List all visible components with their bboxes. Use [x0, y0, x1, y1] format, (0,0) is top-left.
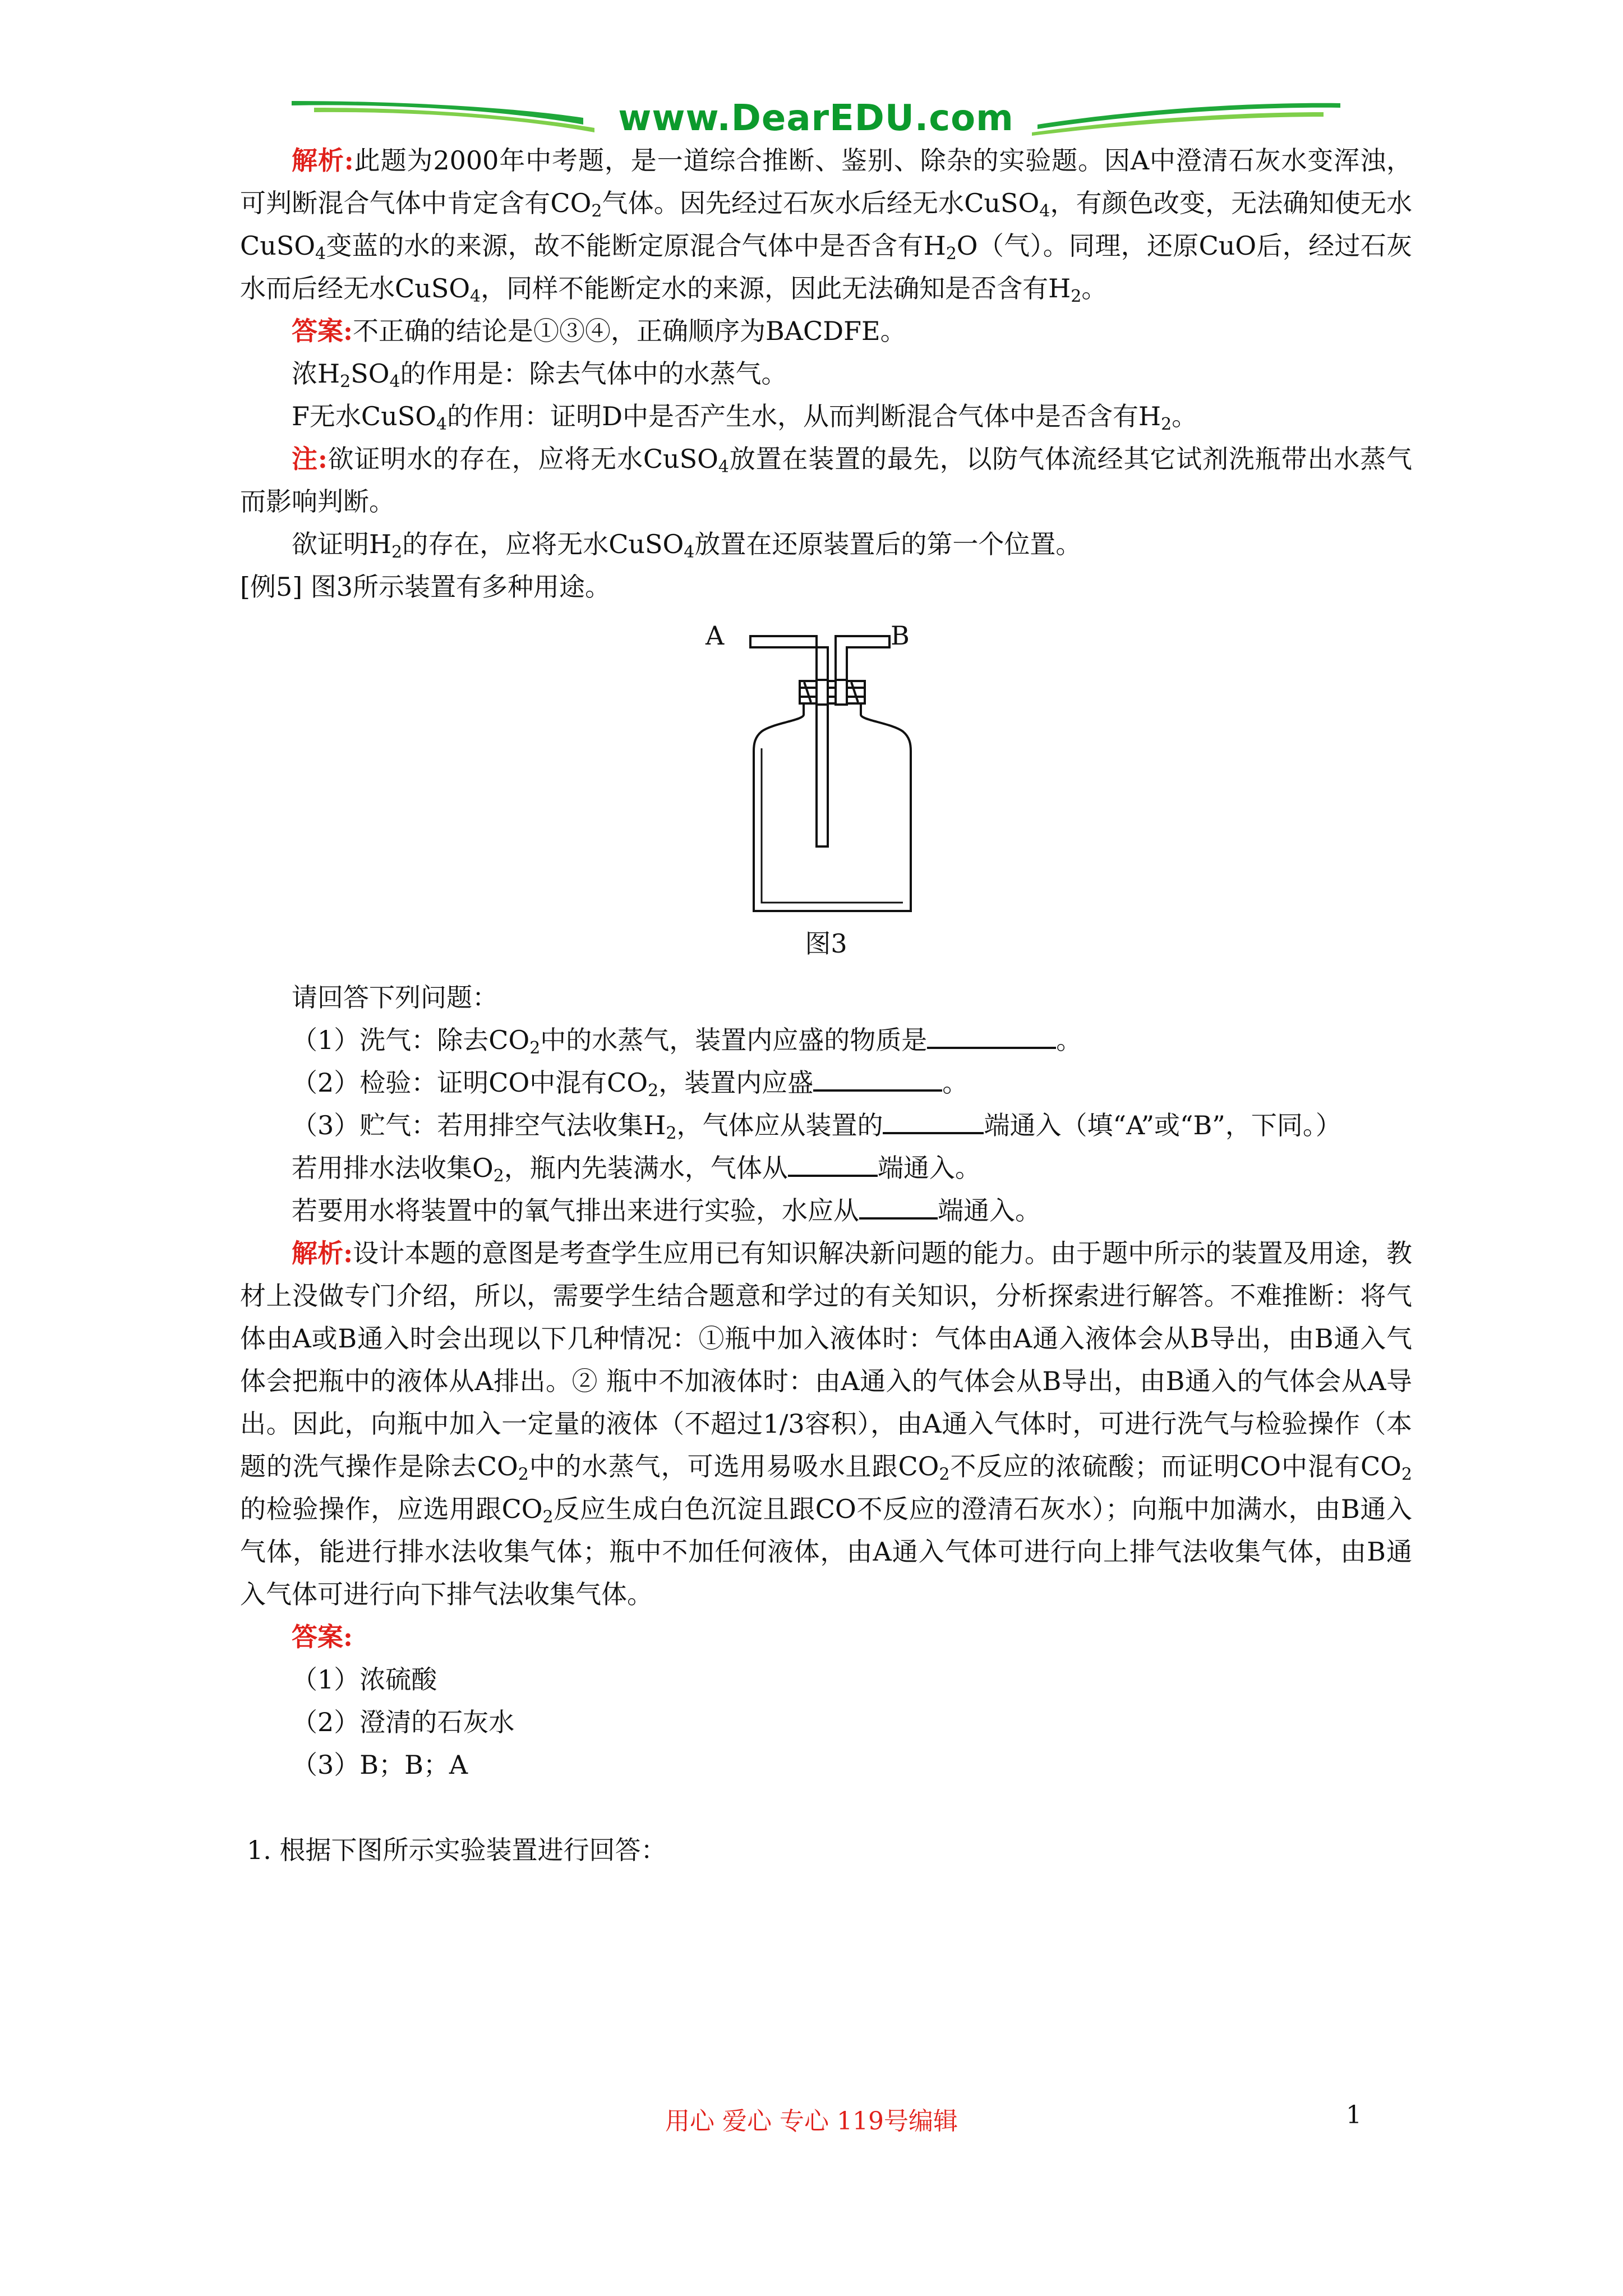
- text: 的检验操作，应选用跟CO: [240, 1494, 543, 1524]
- text: 端通入（填“A”或“B”，下同。）: [984, 1110, 1341, 1140]
- answer-1: （1）浓硫酸: [292, 1664, 437, 1695]
- subscript: 2: [648, 1081, 659, 1101]
- text: SO: [351, 358, 390, 389]
- text: 的作用：证明D中是否产生水，从而判断混合气体中是否含有H: [447, 401, 1161, 431]
- footer-text: 用心 爱心 专心 119号编辑: [665, 2107, 958, 2136]
- text: 。: [942, 1068, 969, 1098]
- subscript: 2: [391, 542, 403, 562]
- subscript: 2: [946, 244, 957, 264]
- subscript: 4: [315, 244, 326, 264]
- text: ，装置内应盛: [658, 1068, 814, 1098]
- h2-note: [240, 523, 1412, 565]
- bottle-outline: [754, 703, 911, 911]
- figure-caption: 图3: [805, 928, 847, 959]
- answer-blank[interactable]: [813, 1067, 942, 1092]
- subscript: 4: [436, 415, 448, 434]
- analysis-label: 解析:: [292, 145, 354, 176]
- text: ，有颜色改变，无法确知使无水CuSO: [240, 188, 1412, 261]
- subscript: 2: [1071, 287, 1082, 306]
- question-3: [240, 1104, 1412, 1147]
- text: 。: [1081, 273, 1108, 303]
- text: 此题为2000年中考题，是一道综合推断、鉴别、除杂的实验题。因A中澄清石灰水变浑浊，可判断混合气体中肯定含有CO: [240, 145, 1412, 218]
- text: 设计本题的意图是考查学生应用已有知识解决新问题的能力。由于题中所示的装置及用途，教材上没做专门介绍，所以，需要学生结合题意和学过的有关知识，分析探索进行解答。不难推断：将气体由A或B通入时会出现以下几种情况：①瓶中加入液体时：气体由A通入液体会从B导出，由B通入气体会把瓶中的液体从A排出。② 瓶中不加液体时：由A通入的气体会从B导出，由B通入的气体会从A导出。因此，向瓶中加入一定量的液体（不超过1/3容积），由A通入气体时，可进行洗气与检验操作（本题的洗气操作是除去CO: [240, 1238, 1413, 1481]
- document-body: [240, 139, 1412, 1871]
- subscript: 2: [518, 1465, 529, 1484]
- analysis-paragraph-2: [240, 1232, 1412, 1616]
- subscript: 2: [493, 1166, 504, 1186]
- text: （3）贮气：若用排空气法收集H: [292, 1110, 666, 1140]
- text: 欲证明水的存在，应将无水CuSO: [327, 444, 718, 474]
- subscript: 2: [1401, 1465, 1412, 1484]
- text: O（气）。同理，还原CuO后，经过石灰水而后经无水CuSO: [240, 231, 1412, 303]
- question-3c: [240, 1189, 1412, 1232]
- subscript: 2: [340, 372, 351, 392]
- text: 变蓝的水的来源，故不能断定原混合气体中是否含有H: [326, 231, 946, 261]
- text: 的作用是：除去气体中的水蒸气。: [400, 358, 787, 389]
- text: 欲证明H: [292, 529, 392, 559]
- answer-blank[interactable]: [859, 1195, 938, 1220]
- subscript: 4: [389, 372, 400, 392]
- text: 气体。因先经过石灰水后经无水CuSO: [602, 188, 1040, 218]
- question-prompt: 请回答下列问题：: [292, 982, 498, 1013]
- text: 端通入。: [877, 1153, 981, 1183]
- text: 中的水蒸气，可选用易吸水且跟CO: [528, 1451, 939, 1481]
- answer-label: 答案:: [292, 1622, 353, 1652]
- analysis-label: 解析:: [292, 1238, 353, 1268]
- note-label: 注:: [292, 444, 328, 474]
- text: 浓H: [292, 358, 340, 389]
- text: （2）检验：证明CO中混有CO: [292, 1068, 648, 1098]
- question-1-heading: 1. 根据下图所示实验装置进行回答：: [247, 1835, 667, 1865]
- analysis-paragraph: [240, 139, 1412, 310]
- answer-blank[interactable]: [927, 1024, 1056, 1049]
- answer-label: 答案:: [292, 316, 353, 346]
- subscript: 4: [470, 287, 481, 306]
- subscript: 2: [666, 1124, 677, 1143]
- subscript: 4: [1039, 201, 1050, 221]
- text: ，同样不能断定水的来源，因此无法确知是否含有H: [481, 273, 1071, 303]
- gas-bottle-diagram: [689, 619, 958, 922]
- text: 放置在还原装置后的第一个位置。: [694, 529, 1082, 559]
- h2so4-role: [240, 352, 1412, 395]
- label-a: A: [706, 620, 725, 651]
- answer-text: 不正确的结论是①③④，正确顺序为BACDFE。: [352, 316, 906, 346]
- text: 的存在，应将无水CuSO: [402, 529, 684, 559]
- note-paragraph: [240, 438, 1412, 523]
- question-3b: [240, 1147, 1412, 1189]
- figure-3: [240, 608, 1412, 922]
- header-banner: [292, 95, 1340, 140]
- bottle-inner: [762, 748, 903, 903]
- answer-3: （3）B；B；A: [292, 1750, 468, 1780]
- label-b: B: [891, 620, 910, 651]
- text: （1）洗气：除去CO: [292, 1025, 530, 1055]
- question-1: [240, 1019, 1412, 1061]
- text: 中的水蒸气，装置内应盛的物质是: [540, 1025, 928, 1055]
- cuso4-role: [240, 395, 1412, 438]
- question-2: [240, 1061, 1412, 1104]
- text: F无水CuSO: [292, 401, 436, 431]
- example5-heading: [例5] 图3所示装置有多种用途。: [240, 572, 611, 602]
- answer-paragraph: [240, 310, 1412, 352]
- answer-blank[interactable]: [788, 1152, 878, 1177]
- answer-2: （2）澄清的石灰水: [292, 1707, 515, 1737]
- subscript: 2: [1161, 415, 1172, 434]
- subscript: 2: [542, 1507, 554, 1527]
- subscript: 2: [529, 1038, 541, 1058]
- text: 若用排水法收集O: [292, 1153, 494, 1183]
- text: 端通入。: [938, 1195, 1041, 1226]
- text: 不反应的浓硫酸；而证明CO中混有CO: [949, 1451, 1401, 1481]
- text: ，瓶内先装满水，气体从: [504, 1153, 788, 1183]
- text: 放置在装置的最先，以防气体流经其它试剂洗瓶带出水蒸气而影响判断。: [240, 444, 1413, 517]
- subscript: 2: [939, 1465, 950, 1484]
- text: ，气体应从装置的: [676, 1110, 883, 1140]
- subscript: 2: [591, 201, 602, 221]
- subscript: 4: [718, 457, 729, 477]
- subscript: 4: [684, 542, 695, 562]
- text: 若要用水将装置中的氧气排出来进行实验，水应从: [292, 1195, 859, 1226]
- page-number: 1: [1346, 2101, 1362, 2129]
- text: 反应生成白色沉淀且跟CO不反应的澄清石灰水）；向瓶中加满水，由B通入气体，能进行排水法收集气体；瓶中不加任何液体，由A通入气体可进行向上排气法收集气体，由B通入气体可进行向下排气法收集气体。: [240, 1494, 1412, 1609]
- answer-label-2: [240, 1616, 1412, 1658]
- text: 。: [1172, 401, 1198, 431]
- site-url[interactable]: www.DearEDU.com: [618, 98, 1014, 139]
- answer-blank[interactable]: [883, 1110, 984, 1134]
- text: 。: [1056, 1025, 1082, 1055]
